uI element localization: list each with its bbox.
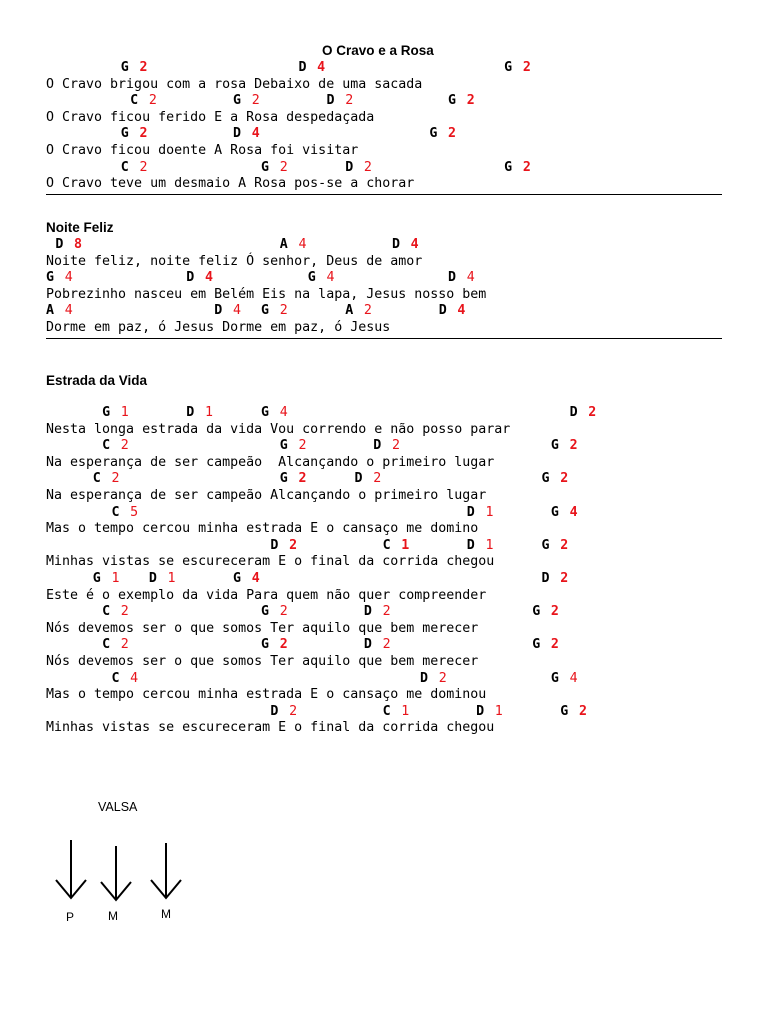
chord-number: 4 [64,270,73,286]
chord-letter: G [261,637,270,653]
chord-letter: G [504,159,513,175]
chord-number: 2 [139,159,148,175]
chord-letter: D [354,471,363,487]
chord-letter: D [214,303,223,319]
chord-number: 2 [522,60,531,75]
song-title: Estrada da Vida [46,373,148,388]
lyric-line: Noite feliz, noite feliz Ó senhor, Deus de amor [46,253,423,269]
chord-number: 4 [279,405,288,420]
chord-letter: C [130,93,139,109]
chord-number: 4 [317,60,326,75]
lyric-line: O Cravo ficou ferido E a Rosa despedaçada [46,109,375,125]
chord-number: 4 [569,504,578,520]
chord-number: 2 [550,604,559,620]
chord-letter: D [466,504,475,520]
chord-number: 2 [550,637,559,653]
chord-letter: C [382,537,391,553]
lyric-line: Pobrezinho nasceu em Belém Eis na lapa, Jesus nosso bem [46,286,487,302]
chord-letter: D [326,93,335,109]
song-title: Noite Feliz [46,220,114,235]
chord-number: 4 [64,303,73,319]
rhythm-label: VALSA [98,800,138,814]
chord-letter: D [233,126,242,142]
chord-number: 2 [363,303,372,319]
chord-number: 2 [111,471,120,487]
chord-number: 2 [120,604,129,620]
strum-finger-label: P [66,910,75,924]
chord-number: 2 [466,93,475,109]
chord-number: 4 [569,670,578,686]
chord-letter: G [120,60,129,75]
chord-number: 4 [233,303,242,319]
chord-letter: A [46,303,55,319]
chord-letter: D [186,270,195,286]
chord-letter: D [363,637,372,653]
chord-number: 1 [167,571,176,586]
lyric-line: Mas o tempo cercou minha estrada E o cansaço me dominou [46,687,487,703]
chord-number: 2 [120,438,129,454]
chord-letter: G [279,438,288,454]
chord-letter: G [560,703,569,719]
chord-letter: D [391,237,400,252]
lyric-line: Nós devemos ser o que somos Ter aquilo que bem merecer [46,654,479,669]
chord-number: 2 [560,537,569,553]
chord-letter: D [270,537,279,553]
chord-letter: D [448,270,457,286]
chord-letter: C [102,604,111,620]
chord-letter: G [92,571,101,586]
chord-number: 1 [485,537,494,553]
chord-letter: G [279,471,288,487]
chord-number: 2 [120,637,129,653]
lyric-line: Nós devemos ser o que somos Ter aquilo que bem merecer [46,620,479,636]
chord-letter: D [373,438,382,454]
chord-letter: D [541,571,550,586]
chord-number: 1 [401,703,410,719]
chord-letter: G [550,438,559,454]
chord-letter: D [466,537,475,553]
lyric-line: Na esperança de ser campeão Alcançando o primeiro lugar [46,488,487,503]
chord-number: 1 [204,405,213,420]
chord-number: 2 [382,637,391,653]
chord-letter: G [448,93,457,109]
chord-letter: D [363,604,372,620]
lyric-line: Este é o exemplo da vida Para quem não quer compreender [46,587,487,603]
chord-number: 4 [466,270,475,286]
chord-letter: G [550,504,559,520]
chord-number: 2 [522,159,531,175]
chord-number: 4 [204,270,213,286]
chord-letter: G [532,637,541,653]
chord-letter: C [92,471,101,487]
lyric-line: O Cravo ficou doente A Rosa foi visitar [46,143,359,158]
chord-letter: A [345,303,354,319]
chord-letter: A [279,237,288,252]
chord-number: 2 [298,471,307,487]
chord-letter: G [233,93,242,109]
chord-number: 2 [382,604,391,620]
chord-letter: C [111,504,120,520]
chord-number: 2 [139,126,148,142]
chord-letter: C [102,438,111,454]
chord-number: 2 [289,703,298,719]
chord-letter: D [569,405,578,420]
chord-letter: G [120,126,129,142]
chord-letter: G [307,270,316,286]
chord-number: 5 [130,504,139,520]
chord-number: 2 [289,537,298,553]
chord-number: 2 [438,670,447,686]
chord-number: 4 [130,670,139,686]
chord-number: 4 [251,126,260,142]
chord-letter: G [532,604,541,620]
chord-letter: C [120,159,129,175]
chord-letter: C [111,670,120,686]
chord-letter: G [261,303,270,319]
chord-letter: D [55,237,64,252]
lyric-line: Minhas vistas se escureceram E o final da corrida chegou [46,554,495,570]
chord-letter: G [541,537,550,553]
chord-number: 4 [410,237,419,252]
chord-number: 2 [560,571,569,586]
chord-number: 2 [279,637,288,653]
chord-letter: D [298,60,307,75]
chord-number: 2 [578,703,587,719]
chord-number: 4 [326,270,335,286]
chord-letter: D [186,405,195,420]
chord-number: 2 [588,405,597,420]
lyric-line: Dorme em paz, ó Jesus Dorme em paz, ó Jesus [46,320,391,335]
chord-number: 4 [457,303,466,319]
chord-number: 2 [279,604,288,620]
chord-letter: D [270,703,279,719]
lyric-line: Nesta longa estrada da vida Vou correndo e não posso parar [46,421,511,437]
chord-letter: G [233,571,242,586]
lyric-line: Na esperança de ser campeão Alcançando o primeiro lugar [46,454,495,470]
chord-number: 1 [120,405,129,420]
chord-letter: G [261,159,270,175]
chord-letter: D [148,571,157,586]
chord-number: 2 [139,60,148,75]
chord-number: 2 [373,471,382,487]
strum-finger-label: M [108,909,118,923]
chord-letter: G [429,126,438,142]
chord-letter: G [261,604,270,620]
song-title: O Cravo e a Rosa [322,43,434,58]
chord-letter: G [541,471,550,487]
chord-letter: C [382,703,391,719]
chord-number: 4 [251,571,260,586]
chord-letter: D [476,703,485,719]
lyric-line: O Cravo teve um desmaio A Rosa pos-se a chorar [46,176,415,192]
chord-number: 2 [298,438,307,454]
chord-number: 2 [448,126,457,142]
chord-number: 1 [494,703,503,719]
chord-letter: G [261,405,270,420]
chord-number: 1 [485,504,494,520]
chord-number: 2 [251,93,260,109]
chord-number: 2 [148,93,157,109]
chord-letter: G [504,60,513,75]
lyric-line: O Cravo brigou com a rosa Debaixo de uma sacada [46,76,423,92]
chord-number: 2 [279,159,288,175]
chord-number: 8 [74,237,83,252]
chord-number: 1 [111,571,120,586]
chord-number: 1 [401,537,410,553]
chord-letter: G [550,670,559,686]
chord-number: 2 [569,438,578,454]
chord-letter: G [46,270,55,286]
chord-number: 4 [298,237,307,252]
chord-letter: D [438,303,447,319]
lyric-line: Mas o tempo cercou minha estrada E o cansaço me domino [46,521,479,537]
chord-number: 2 [279,303,288,319]
chord-letter: G [102,405,111,420]
strum-finger-label: M [161,907,171,921]
chord-number: 2 [345,93,354,109]
chord-letter: D [345,159,354,175]
chord-letter: C [102,637,111,653]
chord-number: 2 [363,159,372,175]
chord-number: 2 [560,471,569,487]
chord-number: 2 [391,438,400,454]
chord-letter: D [420,670,429,686]
lyric-line: Minhas vistas se escureceram E o final da corrida chegou [46,720,495,736]
